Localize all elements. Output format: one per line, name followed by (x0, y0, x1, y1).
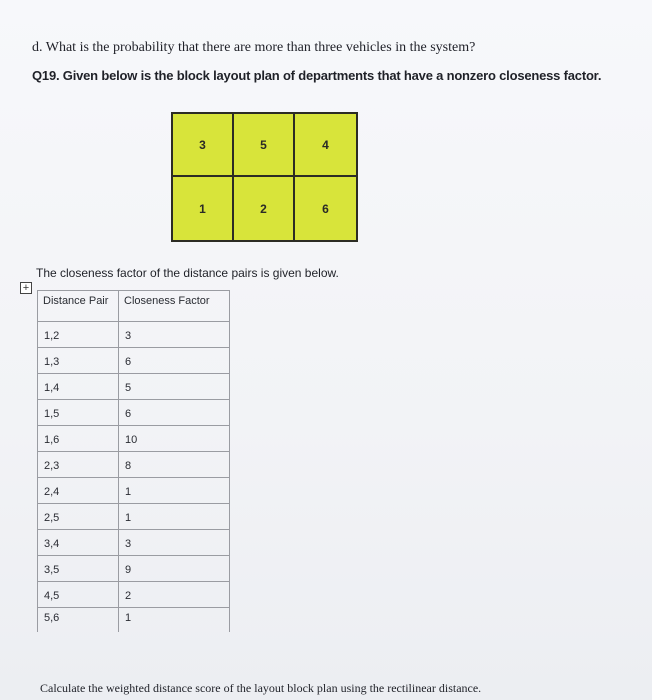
closeness-factor-cell: 1 (119, 608, 230, 632)
dept-cell: 2 (234, 177, 295, 240)
distance-pair-cell: 2,5 (38, 504, 119, 530)
block-layout-grid (171, 112, 358, 242)
question-19: Q19. Given below is the block layout plan of departments that have a nonzero closeness factor. (32, 68, 602, 83)
distance-pair-cell: 1,2 (38, 322, 119, 348)
distance-pair-cell: 3,4 (38, 530, 119, 556)
table-row (38, 374, 230, 400)
table-row (38, 556, 230, 582)
closeness-factor-cell: 2 (119, 582, 230, 608)
closeness-factor-cell: 9 (119, 556, 230, 582)
distance-pair-cell: 1,4 (38, 374, 119, 400)
table-header-row (38, 291, 230, 322)
table-row (38, 504, 230, 530)
table-row (38, 426, 230, 452)
instruction-text: Calculate the weighted distance score of the layout block plan using the rectilinear distance. (40, 681, 482, 695)
closeness-table-wrapper (37, 290, 230, 632)
distance-pair-cell: 1,6 (38, 426, 119, 452)
closeness-factor-cell: 3 (119, 530, 230, 556)
table-move-handle-icon[interactable]: + (20, 282, 32, 294)
closeness-table (37, 290, 230, 632)
table-row (38, 348, 230, 374)
closeness-factor-cell: 1 (119, 504, 230, 530)
dept-cell: 1 (173, 177, 234, 240)
closeness-factor-cell: 8 (119, 452, 230, 478)
distance-pair-cell: 3,5 (38, 556, 119, 582)
closeness-caption: The closeness factor of the distance pairs is given below. (36, 266, 339, 280)
table-body (38, 322, 230, 632)
dept-cell: 6 (322, 201, 329, 216)
dept-cell: 4 (295, 114, 356, 177)
closeness-factor-cell: 3 (119, 322, 230, 348)
distance-pair-cell: 1,3 (38, 348, 119, 374)
header-distance-pair: Distance Pair (38, 291, 119, 322)
table-row (38, 322, 230, 348)
table-row (38, 530, 230, 556)
dept-cell: 3 (173, 114, 234, 177)
closeness-factor-cell: 1 (119, 478, 230, 504)
table-row (38, 452, 230, 478)
distance-pair-cell: 4,5 (38, 582, 119, 608)
closeness-factor-cell: 5 (119, 374, 230, 400)
closeness-factor-cell: 10 (119, 426, 230, 452)
table-row (38, 478, 230, 504)
table-row (38, 400, 230, 426)
dept-cell: 5 (234, 114, 295, 177)
distance-pair-cell: 5,6 (38, 608, 119, 632)
header-closeness-factor: Closeness Factor (119, 291, 230, 322)
distance-pair-cell: 2,4 (38, 478, 119, 504)
closeness-factor-cell: 6 (119, 348, 230, 374)
distance-pair-cell: 1,5 (38, 400, 119, 426)
distance-pair-cell: 2,3 (38, 452, 119, 478)
table-row (38, 608, 230, 632)
closeness-factor-cell: 6 (119, 400, 230, 426)
question-d: d. What is the probability that there are more than three vehicles in the system? (32, 40, 476, 55)
table-row (38, 582, 230, 608)
